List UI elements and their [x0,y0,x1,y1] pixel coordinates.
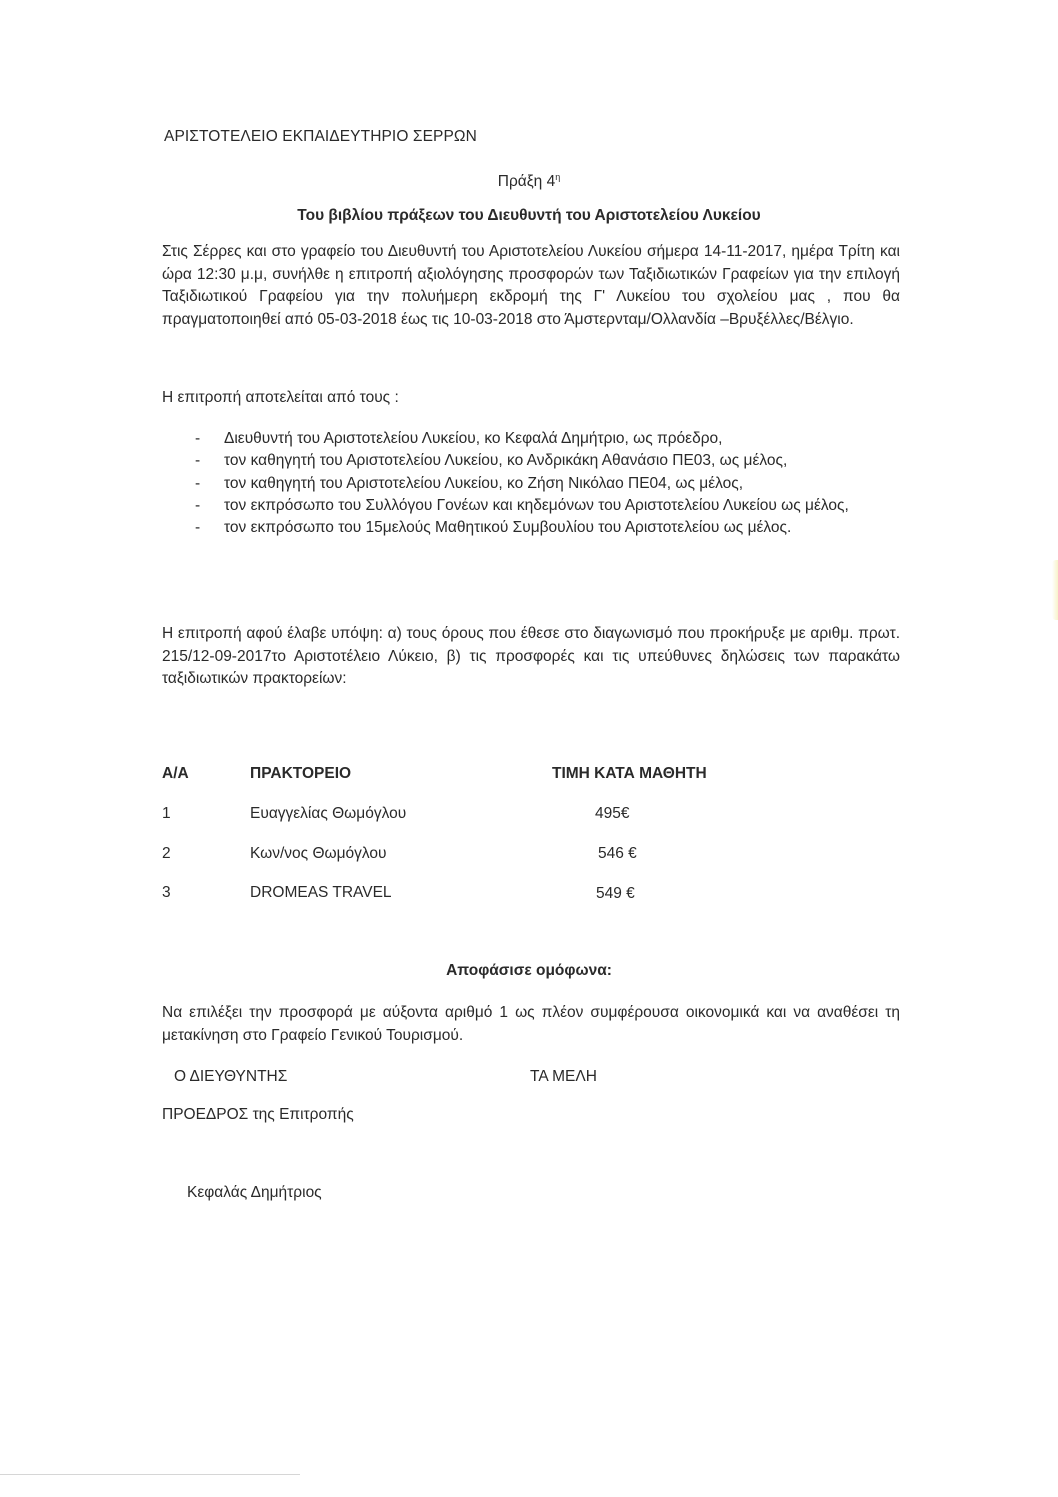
signature-director-label: Ο ΔΙΕΥΘΥΝΤΗΣ [174,1068,288,1085]
scan-bottom-line [0,1474,300,1475]
signature-members-label: ΤΑ ΜΕΛΗ [530,1068,597,1085]
scan-edge-mark [1052,560,1058,620]
table-cell-num: 1 [162,805,171,822]
table-cell-agency: Κων/νος Θωμόγλου [250,845,387,862]
list-dash: - [195,452,201,470]
intro-paragraph: Στις Σέρρες και στο γραφείο του Διευθυντή του Αριστοτελείου Λυκείου σήμερα 14-11-2017, ημέρα Τρίτη και ώρα 12:30 μ.μ, συνήλθε η επιτροπή αξιολόγησης προσφορών των Ταξιδιωτικών Γραφείων για την επιλογή Ταξιδιωτικού Γραφείου για την πολυήμερη εκδρομή της Γ' Λυκείου του σχολείου μας , που θα πραγματοποιηθεί από 05-03-2018 έως τις 10-03-2018 στο Άμστερνταμ/Ολλανδία –Βρυξέλλες/Βέλγιο. [162,243,900,328]
table-header-num: Α/Α [162,765,189,782]
act-title-superscript: η [555,172,561,182]
committee-member [162,517,900,539]
list-dash: - [195,496,201,514]
committee-member [162,473,900,495]
act-title-text: Πράξη 4 [497,173,556,190]
consideration-paragraph: Η επιτροπή αφού έλαβε υπόψη: α) τους όρους που έθεσε στο διαγωνισμό που προκήρυξε με αριθμ. πρωτ. 215/12-09-2017το Αριστοτέλειο Λύκειο, β) τις προσφορές και τις υπεύθυνες δηλώσεις των παρακάτω ταξιδιωτικών πρακτορείων: [162,625,900,687]
table-cell-price: 495€ [595,805,630,822]
committee-label: Η επιτροπή αποτελείται από τους : [162,389,399,406]
committee-member-text: τον εκπρόσωπο του 15μελούς Μαθητικού Συμβουλίου του Αριστοτελείου ως μέλος. [224,519,792,537]
signature-name: Κεφαλάς Δημήτριος [187,1184,322,1201]
list-dash: - [195,430,201,447]
committee-member-text: Διευθυντή του Αριστοτελείου Λυκείου, κο Κεφαλά Δημήτριο, ως πρόεδρο, [224,430,723,447]
list-dash: - [195,519,201,537]
act-subtitle: Του βιβλίου πράξεων του Διευθυντή του Αριστοτελείου Λυκείου [297,207,761,224]
committee-member-text: τον καθηγητή του Αριστοτελείου Λυκείου, κο Ζήση Νικόλαο ΠΕ04, ως μέλος, [224,474,744,492]
table-cell-agency: DROMEAS TRAVEL [250,884,392,901]
table-header-price: ΤΙΜΗ ΚΑΤΑ ΜΑΘΗΤΗ [552,765,707,782]
committee-member-text: τον εκπρόσωπο του Συλλόγου Γονέων και κηδεμόνων του Αριστοτελείου Λυκείου ως μέλος, [224,496,849,514]
school-name: ΑΡΙΣΤΟΤΕΛΕΙΟ ΕΚΠΑΙΔΕΥΤΗΡΙΟ ΣΕΡΡΩΝ [164,128,477,145]
table-cell-num: 3 [162,884,171,901]
table-cell-price: 549 € [596,885,635,902]
committee-member-text: τον καθηγητή του Αριστοτελείου Λυκείου, κο Ανδρικάκη Αθανάσιο ΠΕ03, ως μέλος, [224,452,788,470]
committee-members-list [162,428,900,539]
table-cell-num: 2 [162,845,171,862]
act-title [0,172,1058,191]
committee-member [162,428,900,450]
signature-chair-label: ΠΡΟΕΔΡΟΣ της Επιτροπής [162,1106,354,1123]
list-dash: - [195,474,201,492]
table-cell-price: 546 € [598,845,637,862]
committee-member [162,450,900,472]
committee-member [162,495,900,517]
decision-paragraph: Να επιλέξει την προσφορά με αύξοντα αριθμό 1 ως πλέον συμφέρουσα οικονομικά και να αναθέσει τη μετακίνηση στο Γραφείο Γενικού Τουρισμού. [162,1004,900,1044]
table-header-agency: ΠΡΑΚΤΟΡΕΙΟ [250,765,352,782]
decision-title: Αποφάσισε ομόφωνα: [446,962,612,979]
table-cell-agency: Ευαγγελίας Θωμόγλου [250,805,407,822]
